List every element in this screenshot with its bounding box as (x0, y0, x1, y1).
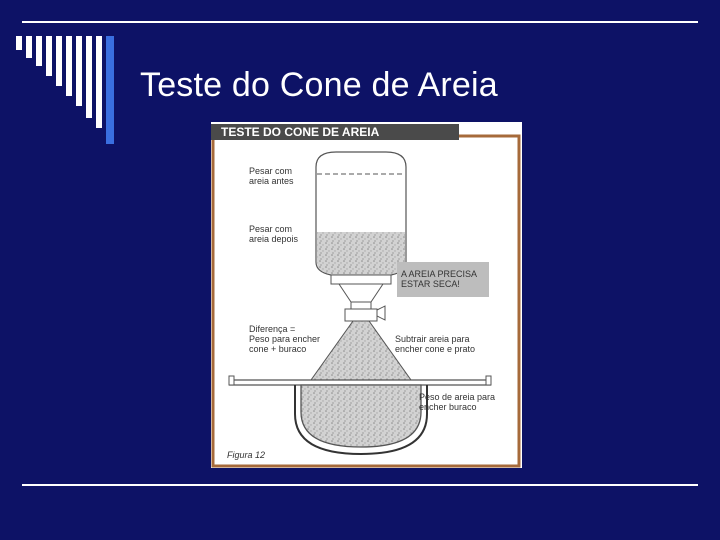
decorative-bar (96, 36, 102, 128)
label-line: areia antes (249, 176, 294, 186)
warning-line: ESTAR SECA! (401, 279, 460, 289)
decorative-bar (36, 36, 42, 66)
plate-end-left (229, 376, 234, 385)
label-difference (249, 324, 320, 354)
plate-end-right (486, 376, 491, 385)
slide-title: Teste do Cone de Areia (140, 66, 498, 104)
label-line: Subtrair areia para (395, 334, 470, 344)
hole (301, 385, 421, 447)
valve-body (345, 309, 377, 321)
label-line: Pesar com (249, 224, 293, 234)
label-line: Pesar com (249, 166, 293, 176)
label-line: Diferença = (249, 324, 296, 334)
warning-line: A AREIA PRECISA (401, 269, 478, 279)
label-weigh-before (249, 166, 294, 186)
decorative-bar (16, 36, 22, 50)
top-rule (22, 21, 698, 23)
decorative-bar (26, 36, 32, 58)
label-hole-weight (419, 392, 495, 412)
decorative-bar (86, 36, 92, 118)
label-line: Peso de areia para (419, 392, 496, 402)
bottom-rule (22, 484, 698, 486)
warning-box (397, 262, 489, 297)
sand-cone-figure (211, 122, 522, 468)
decorative-bars (16, 36, 121, 146)
decorative-bar (46, 36, 52, 76)
figure-caption: Figura 12 (227, 450, 266, 460)
label-line: cone + buraco (249, 344, 307, 354)
bottle-neck (331, 275, 391, 284)
decorative-bar (76, 36, 82, 106)
decorative-bar-accent (106, 36, 114, 144)
label-subtract (395, 334, 475, 354)
label-line: areia depois (249, 234, 299, 244)
decorative-bar (56, 36, 62, 86)
label-line: encher buraco (419, 402, 477, 412)
label-line: encher cone e prato (395, 344, 476, 354)
figure-header: TESTE DO CONE DE AREIA (211, 124, 459, 140)
decorative-bar (66, 36, 72, 96)
label-weigh-after (249, 224, 298, 244)
label-line: Peso para encher (249, 334, 321, 344)
bottle-sand (317, 232, 405, 274)
